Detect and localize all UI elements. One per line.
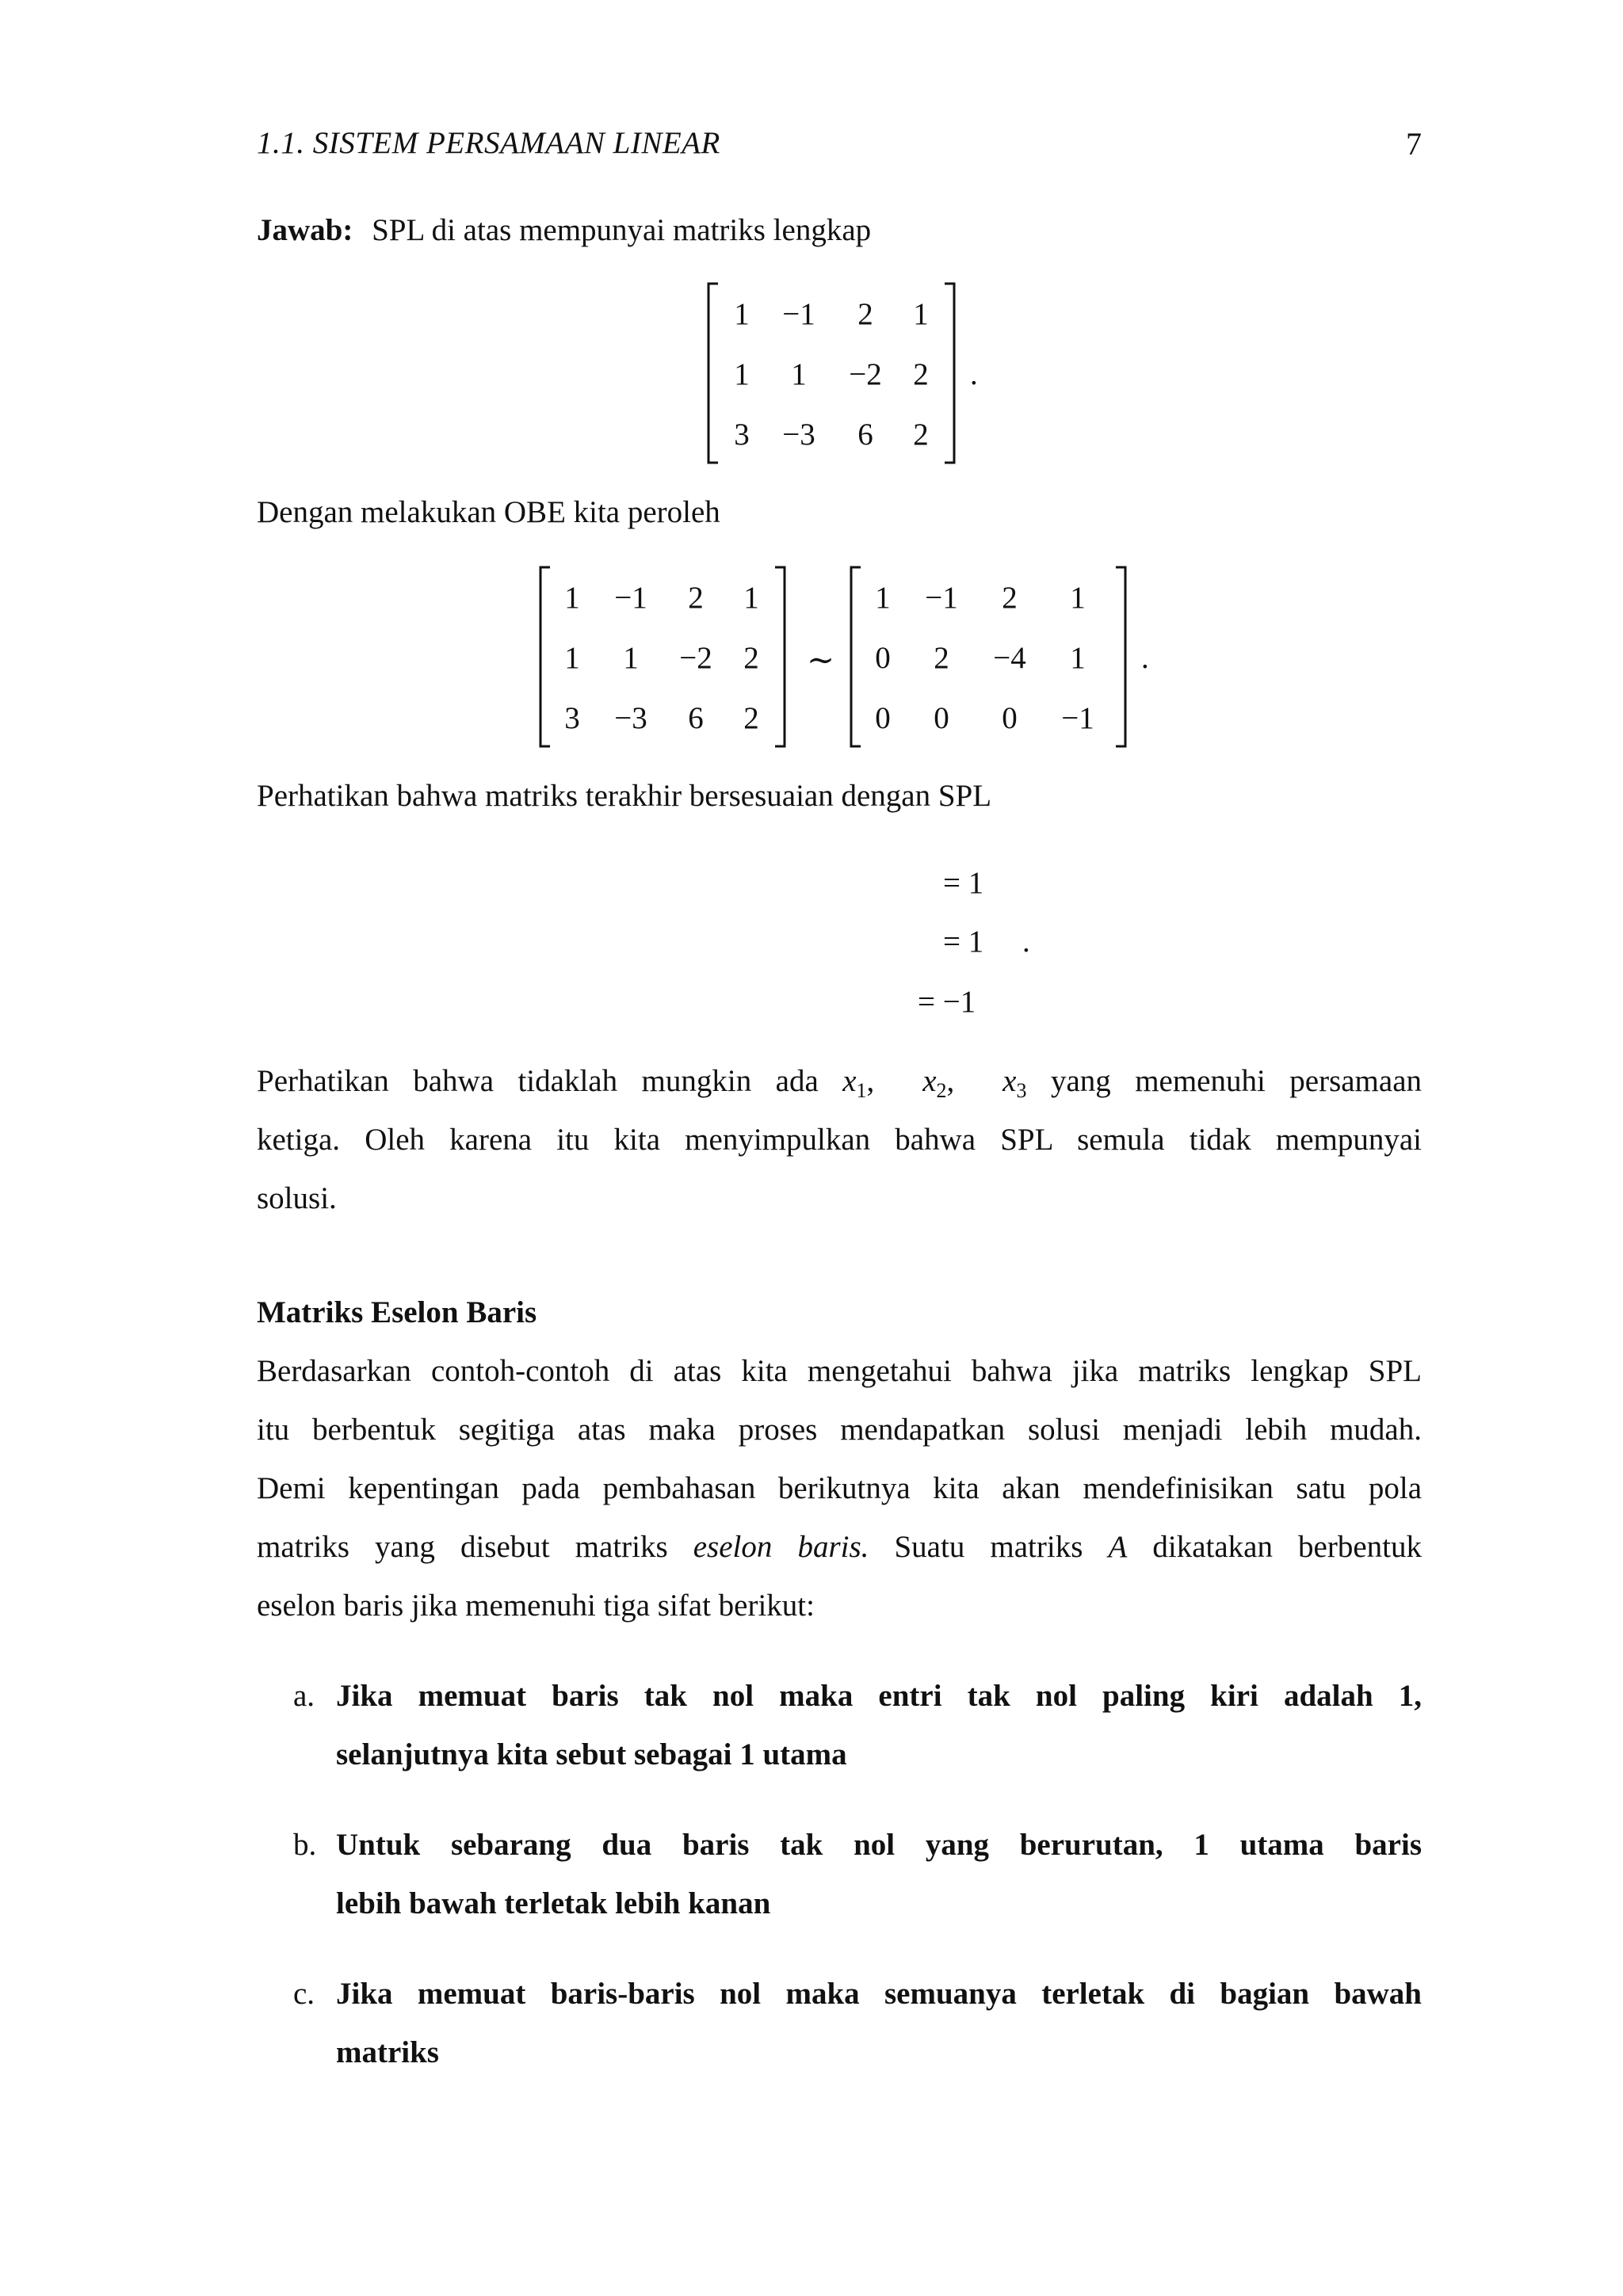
original-matrix-cell: 1 xyxy=(743,581,759,615)
property-label: b. xyxy=(293,1828,317,1862)
property-label: a. xyxy=(293,1679,315,1713)
notice-no-solution-line: Perhatikan bahwa tidaklah mungkin ada $x_1$, $x_2$, $x_3$ yang memenuhi persamaan xyxy=(257,1064,1423,1102)
augmented-matrix-cell: 6 xyxy=(857,418,873,452)
definition-line xyxy=(257,1529,1422,1565)
section-line-3: Demi kepentingan pada pembahasan berikutnya kita akan mendefinisikan satu pola xyxy=(257,1471,1422,1505)
matrix-period: . xyxy=(1141,641,1149,675)
reduced-matrix-cell: 0 xyxy=(1002,701,1018,735)
original-matrix-cell: 1 xyxy=(564,641,580,675)
definition-text-2: Suatu matriks xyxy=(894,1530,1083,1564)
augmented-matrix-cell: 3 xyxy=(734,418,750,452)
original-matrix-cell: 2 xyxy=(743,641,759,675)
section-last-line: eselon baris jika memenuhi tiga sifat berikut: xyxy=(257,1589,815,1623)
reduced-matrix-cell: −1 xyxy=(925,581,958,615)
section-line-1: Berdasarkan contoh-contoh di atas kita mengetahui bahwa jika matriks lengkap SPL xyxy=(257,1354,1422,1388)
augmented-matrix-cell: 2 xyxy=(913,357,929,391)
property-text-line: Untuk sebarang dua baris tak nol yang berurutan, 1 utama baris xyxy=(336,1828,1422,1862)
original-matrix-cell: −1 xyxy=(614,581,647,615)
reduced-matrix-cell: 1 xyxy=(1070,641,1086,675)
augmented-matrix-cell: −1 xyxy=(782,297,815,331)
section-heading: Matriks Eselon Baris xyxy=(257,1295,537,1329)
page-number: 7 xyxy=(1406,126,1422,162)
property-text-line: Jika memuat baris tak nol maka entri tak nol paling kiri adalah 1, xyxy=(336,1679,1422,1713)
reduced-matrix-cell: 0 xyxy=(875,641,891,675)
property-text-line: lebih bawah terletak lebih kanan xyxy=(336,1886,771,1920)
original-matrix-cell: −3 xyxy=(614,701,647,735)
definition-text-1: matriks yang disebut matriks xyxy=(257,1530,668,1564)
matrix-period: . xyxy=(970,357,978,391)
notice-spl-text: Perhatikan bahwa matriks terakhir bersesuaian dengan SPL xyxy=(257,779,992,813)
property-text-line: selanjutnya kita sebut sebagai 1 utama xyxy=(336,1737,847,1772)
definition-text-3: dikatakan berbentuk xyxy=(1152,1530,1422,1564)
original-matrix-cell: 6 xyxy=(688,701,704,735)
obe-intro-text: Dengan melakukan OBE kita peroleh xyxy=(257,495,720,529)
original-matrix-cell: 1 xyxy=(564,581,580,615)
original-matrix-cell: 2 xyxy=(743,701,759,735)
equation-3-rhs: = −1 xyxy=(918,985,976,1019)
system-period: . xyxy=(1022,925,1030,959)
augmented-matrix-cell: −3 xyxy=(782,418,815,452)
augmented-matrix-cell: 1 xyxy=(913,297,929,331)
conclusion-line-2: solusi. xyxy=(257,1181,337,1215)
original-matrix-cell: 3 xyxy=(564,701,580,735)
property-text-line: matriks xyxy=(336,2035,439,2069)
augmented-matrix-cell: −2 xyxy=(849,357,882,391)
notice-text-start: Perhatikan bahwa tidaklah mungkin ada xyxy=(257,1064,819,1098)
reduced-matrix-cell: 0 xyxy=(875,701,891,735)
equation-2-rhs: = 1 xyxy=(943,925,984,959)
reduced-matrix-cell: 1 xyxy=(875,581,891,615)
conclusion-line-1: ketiga. Oleh karena itu kita menyimpulkan bahwa SPL semula tidak mempunyai xyxy=(257,1123,1422,1157)
reduced-matrix-cell: 2 xyxy=(1002,581,1018,615)
original-matrix-cell: −2 xyxy=(679,641,712,675)
equation-1-rhs: = 1 xyxy=(943,866,984,900)
answer-text: SPL di atas mempunyai matriks lengkap xyxy=(372,213,872,247)
property-text-line: Jika memuat baris-baris nol maka semuanya terletak di bagian bawah xyxy=(336,1977,1422,2011)
definition-term: eselon baris. xyxy=(693,1530,869,1564)
reduced-matrix-cell: 2 xyxy=(934,641,949,675)
equivalence-symbol: ∼ xyxy=(807,643,835,679)
running-header-title: 1.1. SISTEM PERSAMAAN LINEAR xyxy=(257,126,720,160)
section-line-2: itu berbentuk segitiga atas maka proses mendapatkan solusi menjadi lebih mudah. xyxy=(257,1413,1422,1447)
augmented-matrix-cell: 2 xyxy=(913,418,929,452)
augmented-matrix-cell: 1 xyxy=(791,357,807,391)
augmented-matrix-cell: 1 xyxy=(734,297,750,331)
notice-text-end: yang memenuhi persamaan xyxy=(1050,1064,1423,1098)
reduced-matrix-cell: −1 xyxy=(1061,701,1094,735)
answer-label: Jawab: xyxy=(257,213,353,247)
matrix-symbol: A xyxy=(1108,1530,1128,1564)
reduced-matrix-cell: 1 xyxy=(1070,581,1086,615)
property-label: c. xyxy=(293,1977,315,2011)
augmented-matrix-cell: 1 xyxy=(734,357,750,391)
augmented-matrix-cell: 2 xyxy=(857,297,873,331)
original-matrix-cell: 1 xyxy=(623,641,639,675)
reduced-matrix-cell: −4 xyxy=(993,641,1026,675)
reduced-matrix-cell: 0 xyxy=(934,701,949,735)
original-matrix-cell: 2 xyxy=(688,581,704,615)
